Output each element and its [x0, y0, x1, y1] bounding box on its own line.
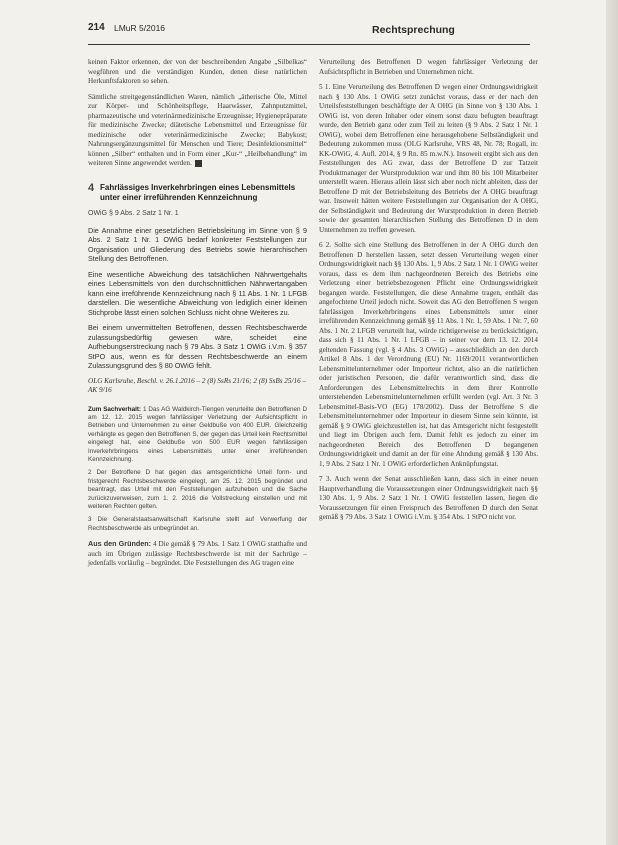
scan-edge — [606, 0, 618, 845]
intro-paragraph: Sämtliche streitgegenständlichen Waren, nämlich „ätherische Öle, Mittel zur Körper- und Schönheitspflege, Haarwässer, Zahnputzmittel, pharmazeutische und veterinärmedizinische Erzeugnisse; Hygienepräparate für medizinische Zwecke; diätetische Lebensmittel und Erzeugnisse für medizinische oder veterinärmedizinische Zwecke; Babykost; Nahrungsergänzungsmittel für Menschen und Tiere; Desinfektionsmittel“ können „Silber“ enthalten und in Form einer „Kur-“ „Heilbehandlung“ im weiteren Sinne angewendet werden. — [88, 92, 307, 167]
case-citation: OLG Karlsruhe, Beschl. v. 26.1.2016 – 2 (8) SsRs 21/16; 2 (8) SsBs 25/16 – AK 9/16 — [88, 376, 307, 394]
section-title: Rechtsprechung — [372, 24, 455, 36]
page-header — [88, 20, 530, 45]
facts-paragraph: 2 Der Betroffene D hat gegen das amtsgerichtliche Urteil form- und fristgerecht Rechtsbeschwerde eingelegt, am 25. 12. 2015 begründet und beantragt, das Urteil mit den Feststellungen aufzuheben und die Sache zurückzuverweisen, zum 1. 2. 2016 die Vollstreckung einstellen und mit weiteren Rechten gelten. — [88, 469, 307, 510]
leitsatz-paragraph: Die Annahme einer gesetzlichen Betriebsleitung im Sinne von § 9 Abs. 2 Satz 1 Nr. 1 OWiG bedarf konkreter Feststellungen zur Organisation und Gliederung des Betriebs sowie hierarchischen Stellung des Betroffenen. — [88, 225, 307, 263]
body-paragraph: 5 1. Eine Verurteilung des Betroffenen D wegen einer Ordnungswidrigkeit nach § 130 Abs. 1 OWiG setzt zunächst voraus, dass er der nach den Urteilsfeststellungen beschäftigte der A OHG (in Sinne von § 130 Abs. 1 OWiG ist, von deren Inhaber oder einem sonst dazu befugten beauftragt wurde, den Betrieb ganz oder zum Teil zu leiten (§ 9 Abs. 2 Satz 1 Nr. 1 OWiG), wobei dem Betroffenen eine herausgehobene Selbständigkeit und Bedeutung zukommen muss (OLG Karlsruhe, VRS 48, Nr. 78; Rogall, in: KK-OWiG, 4. Aufl. 2014, § 9 Rn. 85 m.w.N.). Insoweit ergibt sich aus den Feststellungen des AG zwar, dass der Betroffene D zur Tatzeit Produktmanager der Wurstproduktion war und ihm 80 bis 100 Mitarbeiter unterstellt waren. Hieraus allein lässt sich aber noch nicht ableiten, dass der Betroffene D mit der Betriebsleitung des Betriebs der A OHG beauftragt war. Insoweit hätten weitere Feststellungen zur Organisation der A OHG, der Selbständigkeit und Bedeutung der Wurstproduktion in deren Betrieb sowie der gesamten hierarchischen Stellung des Betroffenen D in dem Unternehmen zu treffen gewesen. — [319, 83, 538, 234]
body-paragraph: 6 2. Sollte sich eine Stellung des Betroffenen in der A OHG durch den Betroffenen D herstellen lassen, setzt dessen Verurteilung wegen einer Ordnungswidrigkeit nach §§ 130 Abs. 1, 9 Abs. 2 Satz 1 Nr. 1 OWiG weiter voraus, dass es dem ihm nachgeordneten Bereich des Betriebs eine Verletzung einer betriebsbezogenen Pflicht eine Ordnungswidrigkeit begangen wurde. Feststellungen, die diese Annahme tragen, enthält das angefochtene Urteil jedoch nicht. Soweit das AG den Betroffenen S wegen fahrlässigen Inverkehrbringens eines Lebensmittels unter einer irreführenden Kennzeichnung gemäß §§ 11 Abs. 1 Nr. 1, 59 Abs. 1 Nr. 7, 60 Abs. 1 Nr. 2 LFGB verurteilt hat, würde richtigerweise zu berücksichtigen, dass sich § 11 Abs. 1 Nr. 1 LFGB – in seiner vor dem 13. 12. 2014 geltenden Fassung (vgl. § 4 Abs. 3 OWiG) – ausschließlich an den durch Artikel 8 Abs. 1 der Verordnung (EU) Nr. 1169/2011 verantwortlichen Lebensmittelunternehmer oder Importeur richtet, also an die natürlichen oder juristischen Personen, die dafür verantwortlich sind, dass die Anforderungen des Lebensmittelrechts in dem ihrer Kontrolle unterstehenden Lebensmittelunternehmen erfüllt werden (vgl. Art. 3 Nr. 3 Lebensmittel-Basis-VO (EG) 178/2002). Dass der Betroffene S die Lebensmittelunternehmer oder Importeur in diesem Sinne sein könnte, ist gemäß § 9 OWiG gleichzustellen ist, hat das Amtsgericht nicht festgestellt und liegt im Übrigen auch fern. Damit fehlt es jedoch zu einer im nachgeordneten Bereich des Betroffenen D begangenen Ordnungswidrigkeit und damit an der für eine Ahndung gemäß § 130 Abs. 1, 9 Abs. 2 Satz 1 Nr. 1 OWiG erforderlichen Anknüpfungstat. — [319, 241, 538, 468]
grounds-paragraph: Aus den Gründen: 4 Die gemäß § 79 Abs. 1 Satz 1 OWiG statthafte und auch im Übrigen zulässige Rechtsbeschwerde ist mit der Sachrüge – jedenfalls vorläufig – begründet. Die Feststellungen des AG tragen eine — [88, 539, 308, 568]
case-heading: 4 Fahrlässiges Inverkehrbringen eines Lebensmittels unter einer irreführenden Kennzeichnung — [88, 181, 296, 202]
end-mark-icon — [195, 160, 202, 167]
intro-paragraph: keinen Faktor erkennen, der von der beschreibenden Angabe „Silbelkas“ wegführen und die verständigen Kunden, denen diese natürlichen Herkunftsfaktoren so sehen. — [88, 58, 307, 85]
body-paragraph: Verurteilung des Betroffenen D wegen fahrlässiger Verletzung der Aufsichtspflicht in Betrieben und Unternehmen nicht. — [319, 58, 538, 76]
right-column — [319, 58, 538, 529]
left-column — [88, 58, 307, 575]
facts-paragraph: 3 Die Generalstaatsanwaltschaft Karlsruhe stellt auf Verwerfung der Rechtsbeschwerde als unbegründet an. — [88, 516, 307, 532]
facts-paragraph: Zum Sachverhalt: 1 Das AG Waldkirch-Tiengen verurteilte den Betroffenen D am 12. 12. 2015 wegen fahrlässiger Verletzung der Aufsichtspflicht in Betrieben und Unternehmen zu einer Geldbuße von 400 EUR. Gleichzeitig verhängte es gegen den Betroffenen S, der gegen das Urteil kein Rechtsmittel eingelegt hat, eine Geldbuße von 500 EUR wegen fahrlässigen Inverkehrbringens eines Lebensmittels unter einer irreführenden Kennzeichnung. — [88, 405, 307, 463]
page-number: 214 — [88, 22, 105, 33]
body-paragraph: 7 3. Auch wenn der Senat ausschließen kann, dass sich in einer neuen Hauptverhandlung die Voraussetzungen einer Ordnungswidrigkeit nach §§ 130 Abs. 1, 9 Abs. 2 Satz 1 Nr. 1 OWiG feststellen lassen, liegen die Voraussetzungen für einen Freispruch des Betroffenen D durch den Senat gemäß § 79 Abs. 3 Satz 1 OWiG i.V.m. § 354 Abs. 1 StPO nicht vor. — [319, 475, 538, 521]
leitsatz-paragraph: Eine wesentliche Abweichung des tatsächlichen Nährwertgehalts eines Lebensmittels von den durchschnittlichen Nährwertangaben kann eine irreführende Kennzeichnung nach § 11 Abs. 1 Nr. 1 LFGB darstellen. Die wesentliche Abweichung von lediglich einer kleinen Stichprobe lässt einen solchen Schluss nicht ohne Weiteres zu. — [88, 269, 307, 317]
law-reference: OWiG § 9 Abs. 2 Satz 1 Nr. 1 — [88, 209, 179, 217]
journal-name: LMuR 5/2016 — [114, 23, 166, 33]
leitsatz-paragraph: Bei einem unvermittelten Betroffenen, dessen Rechtsbeschwerde zulassungsbedürftig gewesen wäre, scheidet eine Aufhebungserstreckung nach § 79 Abs. 3 Satz 1 OWiG i.V.m. § 357 StPO aus, wenn es für dessen Rechtsbeschwerde an einem Zulassungsgrund des § 80 OWiG fehlt. — [88, 323, 307, 370]
section-mark-icon: 4 — [88, 181, 95, 194]
